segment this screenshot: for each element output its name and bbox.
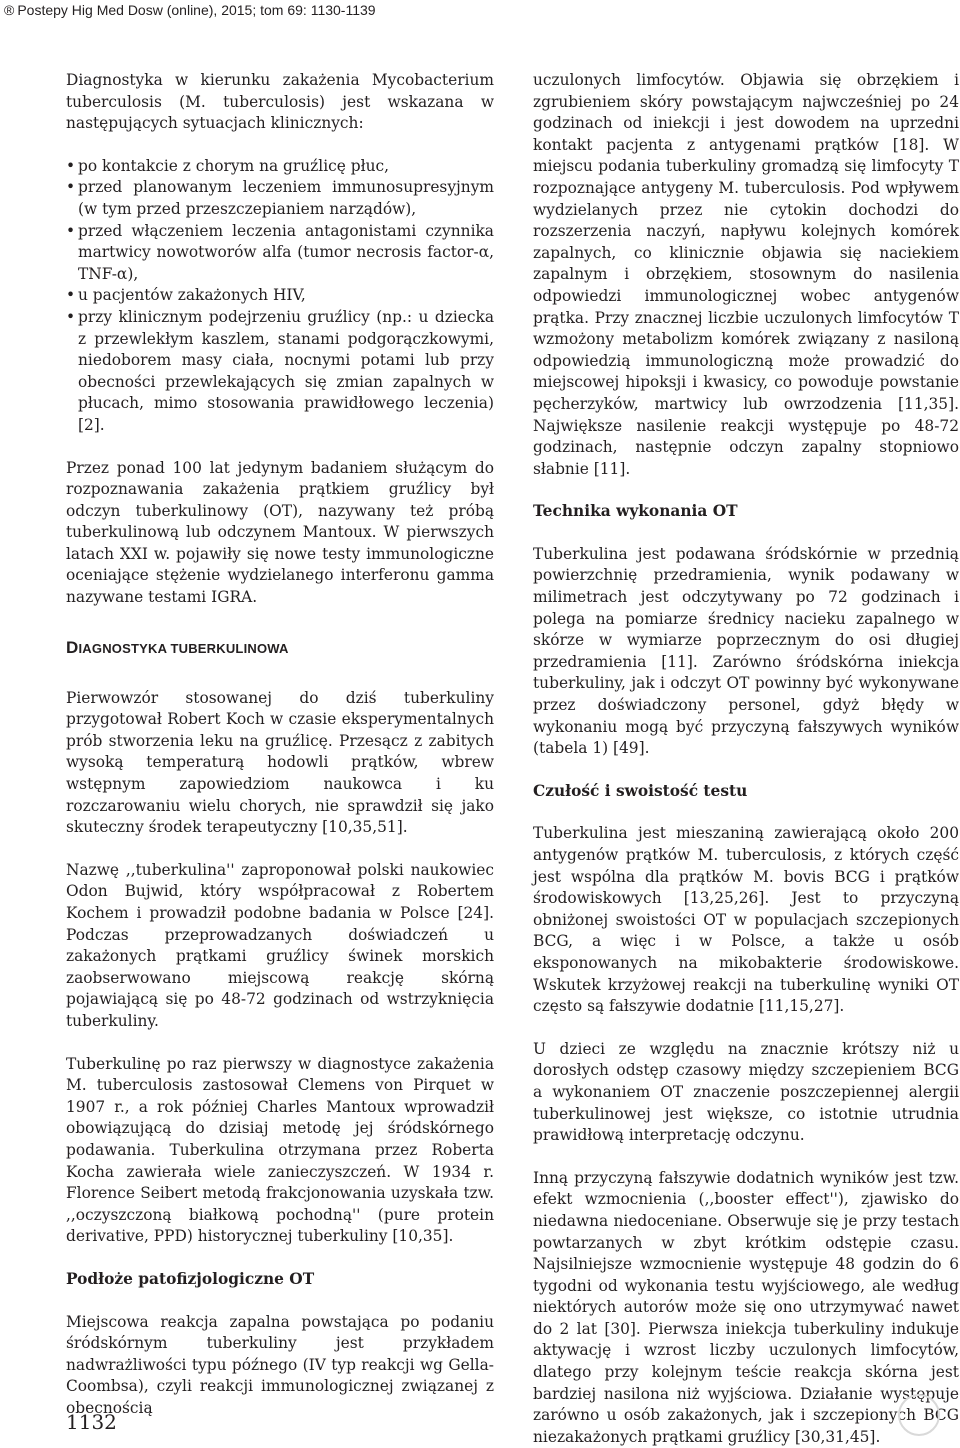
paragraph: Nazwę ,,tuberkulina'' zaproponował polski naukowiec Odon Bujwid, który współpracował z Robertem Kochem i prowadził podobne badania w Polsce [24]. Podczas przeprowadzanych doświadczeń u zakażonych prątkami gruźlicy świnek morskich zaobserwowano miejscową reakcję skórną pojawiającą się po 48-72 godzinach od wstrzyknięcia tuberkuliny. [66, 860, 494, 1030]
paragraph: uczulonych limfocytów. Objawia się obrzękiem i zgrubieniem skóry powstającym najwcześniej po 24 godzinach od iniekcji i jest dowodem na uprzedni kontakt pacjenta z antygenami prątków [18]. W miejscu podania tuberkuliny gromadzą się limfocyty T rozpoznające antygeny M. tuberculosis. Pod wpływem wydzielanych przez nie cytokin dochodzi do rozszerzenia naczyń, napływu kolejnych komórek zapalnych, co klinicznie objawia się naciekiem zapalnym i obrzękiem, stosownym do nasilenia odpowiedzi immunologicznej wobec antygenów prątka. Przy znacznej liczbie uczulonych limfocytów T wzmożony metabolizm komórek związany z nasiloną odpowiedzią immunologiczną może prowadzić do miejscowej hipoksji i kwasicy, co powoduje powstanie pęcherzyków, martwicy lub owrzodzenia [11,35]. Największe nasilenie reakcji występuje po 48-72 godzinach, następnie odczyn zapalny stopniowo słabnie [11]. [533, 71, 959, 478]
subsection-heading: Czułość i swoistość testu [533, 781, 748, 800]
list-item: • przed włączeniem leczenia antagonistami czynnika martwicy nowotworów alfa (tumor necrosis factor-α, TNF-α), [66, 221, 494, 286]
left-column [66, 70, 494, 1419]
paragraph: Pierwowzór stosowanej do dziś tuberkuliny przygotował Robert Koch w czasie eksperymentalnych prób stworzenia leku na gruźlicę. Przesącz z zabitych wysoką temperaturą hodowli prątków, wbrew wstępnym zapowiedziom naukowca i ku rozczarowaniu wielu chorych, nie sprawdził się jako skuteczny środek terapeutyczny [10,35,51]. [66, 688, 494, 837]
paragraph: Tuberkulinę po raz pierwszy w diagnostyce zakażenia M. tuberculosis zastosował Clemens von Pirquet w 1907 r., a rok później Charles Mantoux wprowadził obowiązującą do dzisiaj metodę jej śródskórnego podawania. Tuberkulina otrzymana przez Roberta Kocha zawierała wiele zanieczyszczeń. W 1934 r. Florence Seibert metodą frakcjonowania uzyskała tzw. ,,oczyszczoną białkową pochodną'' (pure protein derivative, PPD) historycznej tuberkuliny [10,35]. [66, 1054, 494, 1246]
journal-header [4, 2, 376, 18]
watermark-seal-icon [898, 1394, 940, 1436]
page-number: 1132 [66, 1410, 117, 1434]
list-item: • u pacjentów zakażonych HIV, [66, 285, 494, 307]
intro-paragraph: Diagnostyka w kierunku zakażenia Mycobacterium tuberculosis (M. tuberculosis) jest wskazana w następujących sytuacjach klinicznych: [66, 71, 494, 133]
paragraph: Przez ponad 100 lat jedynym badaniem służącym do rozpoznawania zakażenia prątkiem gruźlicy był odczyn tuberkulinowy (OT), nazywany też próbą tuberkulinową lub odczynem Mantoux. W pierwszych latach XXI w. pojawiły się nowe testy immunologiczne oceniające stężenie wydzielanego interferonu gamma nazywane testami IGRA. [66, 458, 494, 607]
journal-citation: Postepy Hig Med Dosw (online), 2015; tom 69: 1130-1139 [17, 2, 376, 18]
paragraph: Miejscowa reakcja zapalna powstająca po podaniu śródskórnym tuberkuliny jest przykładem nadwrażliwości typu późnego (IV typ reakcji wg Gella-Coombsa), czyli reakcji immunologicznej związanej z obecnością [66, 1312, 494, 1417]
list-item: • po kontakcie z chorym na gruźlicę płuc, [66, 156, 494, 178]
paragraph: U dzieci ze względu na znacznie krótszy niż u dorosłych odstęp czasowy między szczepieniem BCG a wykonaniem OT znaczenie poszczepiennej alergii tuberkulinowej jest większe, co istotnie utrudnia prawidłową interpretację odczynu. [533, 1039, 959, 1145]
subsection-heading: Podłoże patofizjologiczne OT [66, 1269, 315, 1288]
right-column [533, 70, 959, 1448]
subsection-heading: Technika wykonania OT [533, 502, 738, 521]
paragraph: Tuberkulina jest mieszaniną zawierającą około 200 antygenów prątków M. tuberculosis, z których część jest wspólna dla prątków M. bovis BCG i prątków środowiskowych [13,25,26]. Jest to przyczyną obniżonej swoistości OT w populacjach szczepionych BCG, a więc i w Polsce, a także u osób eksponowanych na mikobakterie środowiskowe. Wskutek krzyżowej reakcji na tuberkulinę wyniki OT często są fałszywie dodatnie [11,15,27]. [533, 824, 959, 1016]
paragraph: Inną przyczyną fałszywie dodatnich wyników jest tzw. efekt wzmocnienia (,,booster effect''), zjawisko do niedawna niedoceniane. Obserwuje się je przy testach powtarzanych w zbyt krótkim odstępie czasu. Najsilniejsze wzmocnienie występuje 48 godzin do 6 tygodni od wykonania testu wyjściowego, ale według niektórych autorów może się ono utrzymywać nawet do 2 lat [30]. Pierwsza iniekcja tuberkuliny indukuje aktywację i wzrost liczby uczulonych limfocytów, dlatego przy kolejnym teście reakcja skórna jest bardziej nasilona niż wyjściowa. Działanie występuje zarówno u osób zakażonych, jak i szczepionych BCG niezakażonych prątkami gruźlicy [30,31,45]. [533, 1168, 959, 1446]
paragraph: Tuberkulina jest podawana śródskórnie w przednią powierzchnię przedramienia, wynik podawany w milimetrach jest odczytywany po 72 godzinach i polega na pomiarze średnicy nacieku zapalnego w skórze w wymiarze poprzecznym do osi długiej przedramienia [11]. Zarówno śródskórna iniekcja tuberkuliny, jak i odczyt OT powinny być wykonywane przez doświadczony personel, gdyż błędy w wykonaniu mogą być przyczyną fałszywych wyników (tabela 1) [49]. [533, 544, 959, 758]
indications-list [66, 156, 494, 437]
list-item: • przed planowanym leczeniem immunosupresyjnym (w tym przed przeszczepianiem narządów), [66, 177, 494, 220]
list-item: • przy klinicznym podejrzeniu gruźlicy (np.: u dziecka z przewlekłym kaszlem, stanami podgorączkowymi, niedoborem masy ciała, nocnymi potami lub przy obecności przewlekających się zmian zapalnych w płucach, mimo stosowania prawidłowego leczenia) [2]. [66, 307, 494, 437]
journal-logo-icon: ® [4, 2, 15, 18]
section-heading: DIAGNOSTYKA TUBERKULINOWA [66, 637, 289, 657]
